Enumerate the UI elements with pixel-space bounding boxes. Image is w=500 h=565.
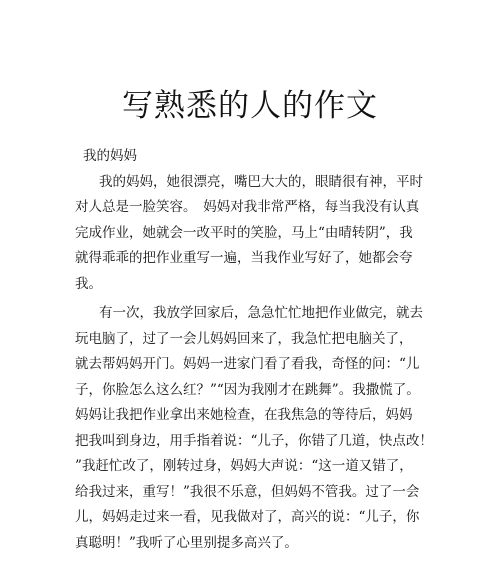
paragraph-line: 就得乖乖的把作业重写一遍，当我作业写好了，她都会夸 <box>75 250 413 266</box>
article-body <box>75 144 431 556</box>
paragraph-line: 有一次，我放学回家后，急急忙忙地把作业做完，就去 <box>99 305 423 321</box>
paragraph-2 <box>75 301 431 556</box>
paragraph-line: 儿，妈妈走过来一看，见我做对了，高兴的说：“儿子，你 <box>75 509 420 525</box>
paragraph-line: 我。 <box>75 275 102 292</box>
paragraph-line: 玩电脑了，过了一会儿妈妈回来了，我急忙把电脑关了， <box>75 330 413 347</box>
paragraph-line: 把我叫到身边，用手指着说：“儿子，你错了几道，快点改！ <box>75 432 433 449</box>
paragraph-line: 完成作业，她就会一改平时的笑脸，马上“由晴转阴”，我 <box>75 224 413 241</box>
paragraph-line: 妈妈让我把作业拿出来她检查，在我焦急的等待后，妈妈 <box>75 407 413 423</box>
article-subtitle: 我的妈妈 <box>83 148 137 164</box>
paragraph-line: 我的妈妈，她很漂亮，嘴巴大大的，眼睛很有神，平时 <box>99 173 423 190</box>
paragraph-line: 对人总是一脸笑容。 妈妈对我非常严格，每当我没有认真 <box>75 199 420 215</box>
paragraph-line: 给我过来，重写！”我很不乐意，但妈妈不管我。过了一会 <box>75 483 420 500</box>
paragraph-1 <box>75 170 431 298</box>
paragraph-line: 子，你脸怎么这么红？”“因为我刚才在跳舞”。我撒慌了。 <box>75 381 420 398</box>
paragraph-line: ”我赶忙改了，刚转过身，妈妈大声说：“这一道又错了， <box>75 458 413 474</box>
document-title: 写熟悉的人的作文 <box>122 88 378 124</box>
paragraph-line: 就去帮妈妈开门。妈妈一进家门看了看我，奇怪的问：“儿 <box>75 356 420 372</box>
paragraph-line: 真聪明！”我听了心里别提多高兴了。 <box>75 534 298 551</box>
